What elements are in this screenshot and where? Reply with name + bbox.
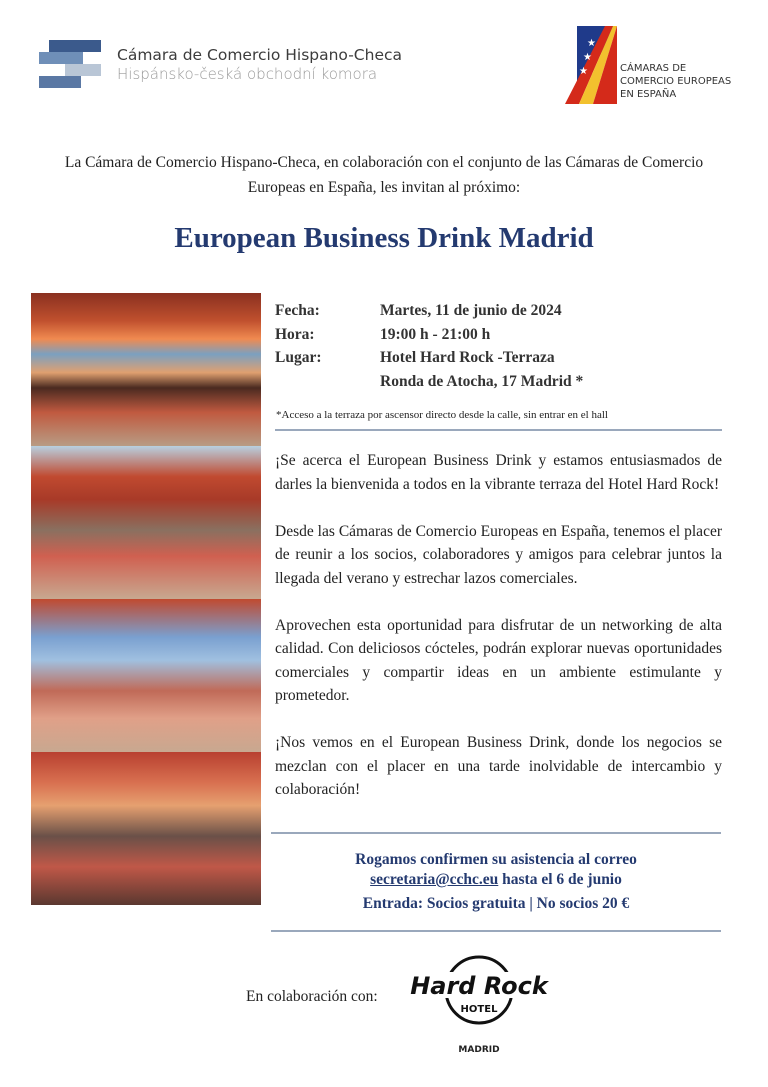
- divider: [271, 832, 721, 834]
- divider: [275, 429, 722, 431]
- terrace-photos: [31, 293, 261, 905]
- entry-line: [271, 894, 721, 914]
- rsvp-deadline: hasta el 6 de junio: [498, 871, 622, 888]
- logo-line: COMERCIO EUROPEAS: [620, 76, 732, 87]
- detail-value: 19:00 h - 21:00 h: [380, 325, 491, 343]
- collab-label: En colaboración con:: [246, 988, 378, 1005]
- detail-address: [275, 370, 583, 394]
- camaras-europeas-logo-mark: [565, 26, 617, 104]
- rsvp-line: [271, 870, 721, 890]
- intro-text: La Cámara de Comercio Hispano-Checa, en colaboración con el conjunto de las Cámaras de Comercio Europeas en España, les invitan al próximo:: [64, 154, 704, 196]
- terrace-photo: [31, 293, 261, 446]
- logo-sub: HOTEL: [460, 1004, 498, 1015]
- detail-time: [275, 323, 583, 347]
- entry-value: Socios gratuita | No socios 20 €: [426, 895, 630, 912]
- hard-rock-hotel-logo: [410, 950, 548, 1060]
- event-details: [275, 299, 583, 393]
- paragraph: Aprovechen esta oportunidad para disfrutar de un networking de alta calidad. Con deliciosos cócteles, podrán explorar nuevas oportunidades comerciales y compartir ideas en un ambiente estimulante y prometedor.: [275, 616, 722, 704]
- cchc-logo-mark: [39, 40, 101, 90]
- svg-text:★: ★: [583, 52, 592, 63]
- body-text: [275, 449, 722, 825]
- entry-label: Entrada:: [362, 895, 424, 912]
- logo-city: MADRID: [458, 1045, 500, 1055]
- rsvp-line: Rogamos confirmen su asistencia al correo: [355, 851, 637, 868]
- cchc-logo-subname: Hispánsko-česká obchodní komora: [117, 65, 378, 83]
- logo-brand: Hard Rock: [410, 972, 548, 1000]
- paragraph: ¡Nos vemos en el European Business Drink, donde los negocios se mezclan con el placer en una tarde inolvidable de intercambio y colaboración!: [275, 734, 722, 798]
- detail-label: [275, 370, 380, 394]
- email-link[interactable]: secretaria@cchc.eu: [370, 871, 499, 888]
- logo-line: CÁMARAS DE: [620, 63, 687, 74]
- detail-value: Ronda de Atocha, 17 Madrid *: [380, 372, 584, 390]
- svg-text:★: ★: [579, 66, 588, 77]
- paragraph: ¡Se acerca el European Business Drink y estamos entusiasmados de darles la bienvenida a todos en la vibrante terraza del Hotel Hard Rock!: [275, 452, 722, 493]
- svg-text:★: ★: [587, 38, 596, 49]
- detail-date: [275, 299, 583, 323]
- detail-place: [275, 346, 583, 370]
- detail-label: Hora:: [275, 325, 315, 343]
- access-note: *Acceso a la terraza por ascensor directo desde la calle, sin entrar en el hall: [276, 409, 608, 421]
- detail-value: Hotel Hard Rock -Terraza: [380, 349, 555, 366]
- logo-line: EN ESPAÑA: [620, 89, 677, 100]
- paragraph: Desde las Cámaras de Comercio Europeas en España, tenemos el placer de reunir a los socios, colaboradores y amigos para celebrar juntos la llegada del verano y estrechar lazos comerciales.: [275, 522, 722, 587]
- event-title: European Business Drink Madrid: [174, 222, 594, 254]
- detail-label: Lugar:: [275, 349, 322, 366]
- terrace-photo: [31, 446, 261, 599]
- rsvp-box: [271, 850, 721, 914]
- divider: [271, 930, 721, 932]
- terrace-photo: [31, 752, 261, 905]
- cchc-logo-name: Cámara de Comercio Hispano-Checa: [117, 46, 402, 64]
- detail-label: Fecha:: [275, 302, 320, 319]
- camaras-europeas-logo-text: [620, 62, 731, 101]
- terrace-photo: [31, 599, 261, 752]
- detail-value: Martes, 11 de junio de 2024: [380, 302, 562, 319]
